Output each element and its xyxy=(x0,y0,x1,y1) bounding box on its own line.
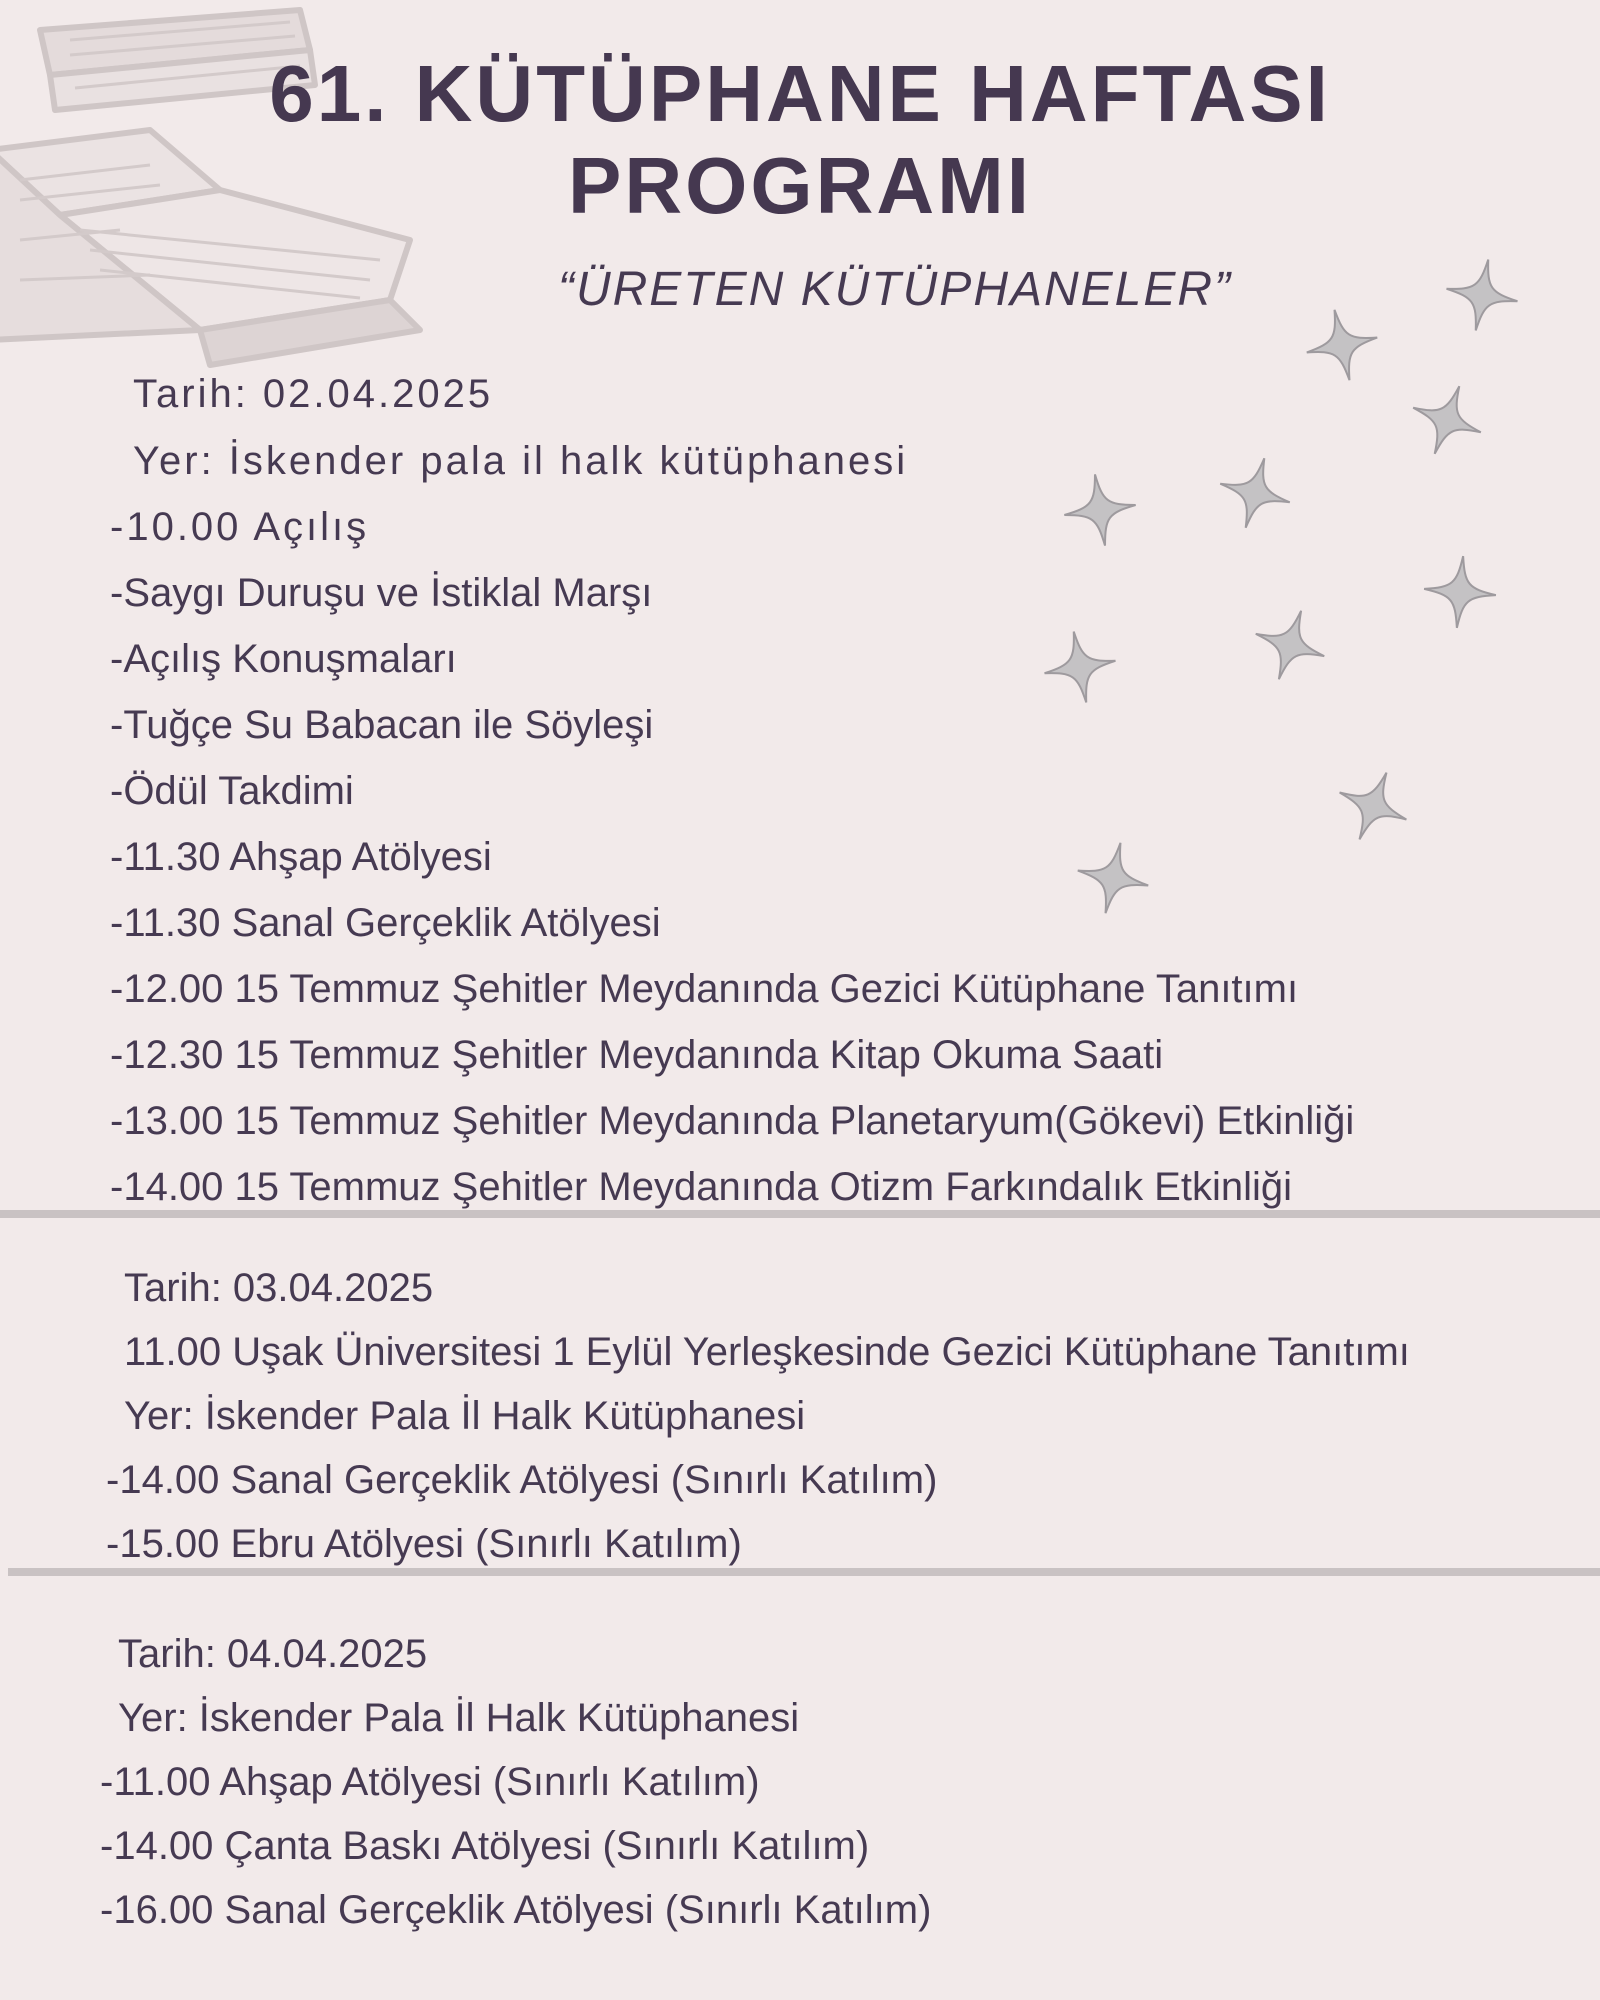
day-3-item: -16.00 Sanal Gerçeklik Atölyesi (Sınırlı Katılım) xyxy=(100,1888,932,1932)
day-3-item: -14.00 Çanta Baskı Atölyesi (Sınırlı Katılım) xyxy=(100,1824,870,1868)
day-3-place: Yer: İskender Pala İl Halk Kütüphanesi xyxy=(118,1696,800,1740)
page-title-line-1: 61. KÜTÜPHANE HAFTASI xyxy=(269,49,1331,138)
page-title-line-2: PROGRAMI xyxy=(568,141,1032,230)
sparkle-star-icon xyxy=(1326,759,1420,853)
day-1-item: -13.00 15 Temmuz Şehitler Meydanında Planetaryum(Gökevi) Etkinliği xyxy=(110,1099,1355,1143)
day-2-note: 11.00 Uşak Üniversitesi 1 Eylül Yerleşkesinde Gezici Kütüphane Tanıtımı xyxy=(124,1330,1410,1374)
day-1-item: -14.00 15 Temmuz Şehitler Meydanında Otizm Farkındalık Etkinliği xyxy=(110,1165,1293,1209)
section-divider xyxy=(0,1210,1600,1218)
day-2-date: Tarih: 03.04.2025 xyxy=(124,1266,434,1310)
section-divider xyxy=(8,1568,1600,1576)
day-1-place: Yer: İskender pala il halk kütüphanesi xyxy=(133,439,909,483)
day-3-item: -11.00 Ahşap Atölyesi (Sınırlı Katılım) xyxy=(100,1760,760,1804)
day-1-item: -Açılış Konuşmaları xyxy=(110,637,457,681)
theme-subtitle: “ÜRETEN KÜTÜPHANELER” xyxy=(557,263,1233,316)
sparkle-star-icon xyxy=(1059,469,1140,550)
sparkle-star-icon xyxy=(1245,600,1336,691)
day-1-date: Tarih: 02.04.2025 xyxy=(133,372,494,416)
day-1-item: -12.00 15 Temmuz Şehitler Meydanında Gezici Kütüphane Tanıtımı xyxy=(110,967,1299,1011)
sparkle-star-icon xyxy=(1038,625,1121,708)
sparkle-star-icon xyxy=(1401,374,1493,466)
day-1-item: -10.00 Açılış xyxy=(110,505,370,549)
day-1-item: -11.30 Sanal Gerçeklik Atölyesi xyxy=(110,901,661,945)
day-1-item: -11.30 Ahşap Atölyesi xyxy=(110,835,492,879)
day-1-item: -Saygı Duruşu ve İstiklal Marşı xyxy=(110,571,653,615)
day-1-item: -Ödül Takdimi xyxy=(110,769,354,813)
sparkle-star-icon xyxy=(1211,449,1299,537)
sparkle-star-icon xyxy=(1070,835,1155,920)
day-2-item: -14.00 Sanal Gerçeklik Atölyesi (Sınırlı Katılım) xyxy=(106,1458,938,1502)
sparkle-star-icon xyxy=(1421,553,1499,631)
day-1-item: -12.30 15 Temmuz Şehitler Meydanında Kitap Okuma Saati xyxy=(110,1033,1164,1077)
day-2-item: -15.00 Ebru Atölyesi (Sınırlı Katılım) xyxy=(106,1522,742,1566)
day-2-place: Yer: İskender Pala İl Halk Kütüphanesi xyxy=(124,1394,806,1438)
day-3-date: Tarih: 04.04.2025 xyxy=(118,1632,428,1676)
day-1-item: -Tuğçe Su Babacan ile Söyleşi xyxy=(110,703,654,747)
